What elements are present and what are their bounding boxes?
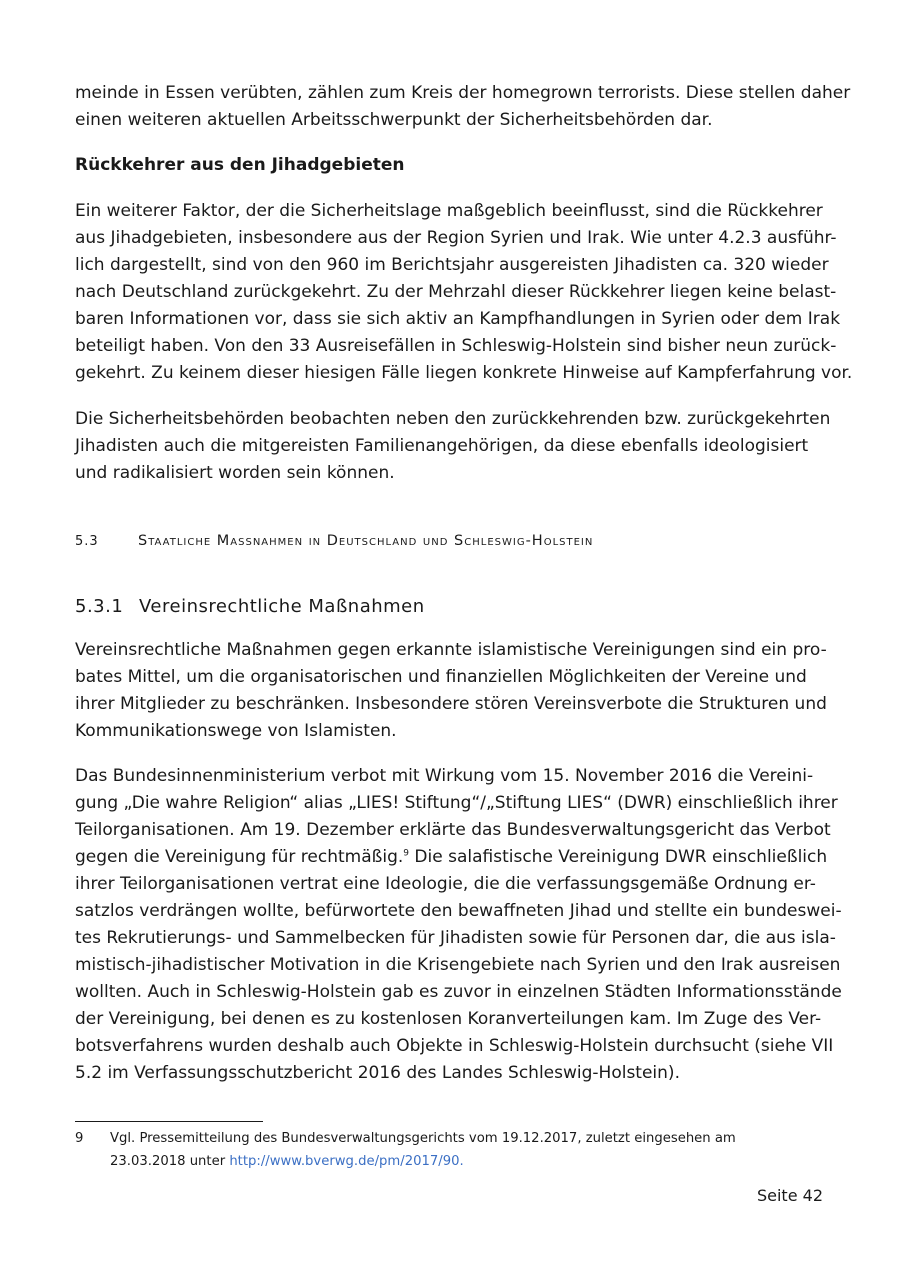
footnote-number: 9 [75,1131,84,1146]
paragraph-line: tes Rekrutierungs- und Sammelbecken für Jihadisten sowie für Personen dar, die aus isla- [75,928,836,948]
paragraph-line: bates Mittel, um die organisatorischen und finanziellen Möglichkeiten der Vereine und [75,667,807,687]
paragraph-line: Kommunikationswege von Islamisten. [75,721,397,741]
section-number: 5.3 [75,534,99,549]
footnote-text-line2 [110,1151,464,1173]
paragraph-line: wollten. Auch in Schleswig-Holstein gab es zuvor in einzelnen Städten Informationsstände [75,982,842,1002]
paragraph-line: satzlos verdrängen wollte, befürwortete den bewaffneten Jihad und stellte ein bundeswei- [75,901,842,921]
paragraph-line: mistisch-jihadistischer Motivation in die Krisengebiete nach Syrien und den Irak ausreisen [75,955,841,975]
paragraph-line: aus Jihadgebieten, insbesondere aus der Region Syrien und Irak. Wie unter 4.2.3 ausführ- [75,228,837,248]
subsection-heading [75,596,425,617]
section-title: Staatliche Massnahmen in Deutschland und Schleswig-Holstein [138,533,594,549]
paragraph-line: ihrer Teilorganisationen vertrat eine Ideologie, die die verfassungsgemäße Ordnung er- [75,874,816,894]
footnote-link[interactable]: http://www.bverwg.de/pm/2017/90. [229,1154,464,1169]
subsection-title: Vereinsrechtliche Maßnahmen [139,596,425,617]
paragraph-line: lich dargestellt, sind von den 960 im Berichtsjahr ausgereisten Jihadisten ca. 320 wieder [75,255,829,275]
footnote-divider [75,1121,263,1122]
footnote-text: 23.03.2018 unter [110,1154,230,1169]
paragraph-line: und radikalisiert worden sein können. [75,463,395,483]
paragraph-line: Ein weiterer Faktor, der die Sicherheitslage maßgeblich beeinflusst, sind die Rückkehrer [75,201,823,221]
paragraph-line: botsverfahrens wurden deshalb auch Objekte in Schleswig-Holstein durchsucht (siehe VII [75,1036,834,1056]
paragraph-line: nach Deutschland zurückgekehrt. Zu der Mehrzahl dieser Rückkehrer liegen keine belast- [75,282,837,302]
text-segment: Die salafistische Vereinigung DWR einschließlich [409,847,828,867]
paragraph-line: gekehrt. Zu keinem dieser hiesigen Fälle liegen konkrete Hinweise auf Kampferfahrung vor. [75,363,853,383]
paragraph-line: Jihadisten auch die mitgereisten Familienangehörigen, da diese ebenfalls ideologisiert [75,436,809,456]
paragraph-line: 5.2 im Verfassungsschutzbericht 2016 des Landes Schleswig-Holstein). [75,1063,680,1083]
footnote-text: Vgl. Pressemitteilung des Bundesverwaltungsgerichts vom 19.12.2017, zuletzt eingesehen am [110,1131,736,1146]
paragraph-line: gung „Die wahre Religion“ alias „LIES! Stiftung“/„Stiftung LIES“ (DWR) einschließlich ihrer [75,793,838,813]
paragraph-line: der Vereinigung, bei denen es zu kostenlosen Koranverteilungen kam. Im Zuge des Ver- [75,1009,822,1029]
paragraph-line: ihrer Mitglieder zu beschränken. Insbesondere stören Vereinsverbote die Strukturen und [75,694,827,714]
paragraph-line: einen weiteren aktuellen Arbeitsschwerpunkt der Sicherheitsbehörden dar. [75,110,713,130]
paragraph-line: Das Bundesinnenministerium verbot mit Wirkung vom 15. November 2016 die Vereini- [75,766,814,786]
heading-returnees: Rückkehrer aus den Jihadgebieten [75,155,405,175]
paragraph-line: Teilorganisationen. Am 19. Dezember erklärte das Bundesverwaltungsgericht das Verbot [75,820,831,840]
paragraph-line: beteiligt haben. Von den 33 Ausreisefällen in Schleswig-Holstein sind bisher neun zurück- [75,336,837,356]
paragraph-line [75,844,827,871]
subsection-number: 5.3.1 [75,596,124,617]
paragraph-line: baren Informationen vor, dass sie sich aktiv an Kampfhandlungen in Syrien oder dem Irak [75,309,841,329]
paragraph-line: Vereinsrechtliche Maßnahmen gegen erkannte islamistische Vereinigungen sind ein pro- [75,640,827,660]
page-number: Seite 42 [756,1186,823,1205]
paragraph-line: Die Sicherheitsbehörden beobachten neben den zurückkehrenden bzw. zurückgekehrten [75,409,831,429]
text-segment: gegen die Vereinigung für rechtmäßig. [75,847,404,867]
paragraph-line: meinde in Essen verübten, zählen zum Kreis der homegrown terrorists. Diese stellen daher [75,83,851,103]
section-heading [75,533,593,549]
footnote-reference[interactable]: 9 [403,848,410,859]
